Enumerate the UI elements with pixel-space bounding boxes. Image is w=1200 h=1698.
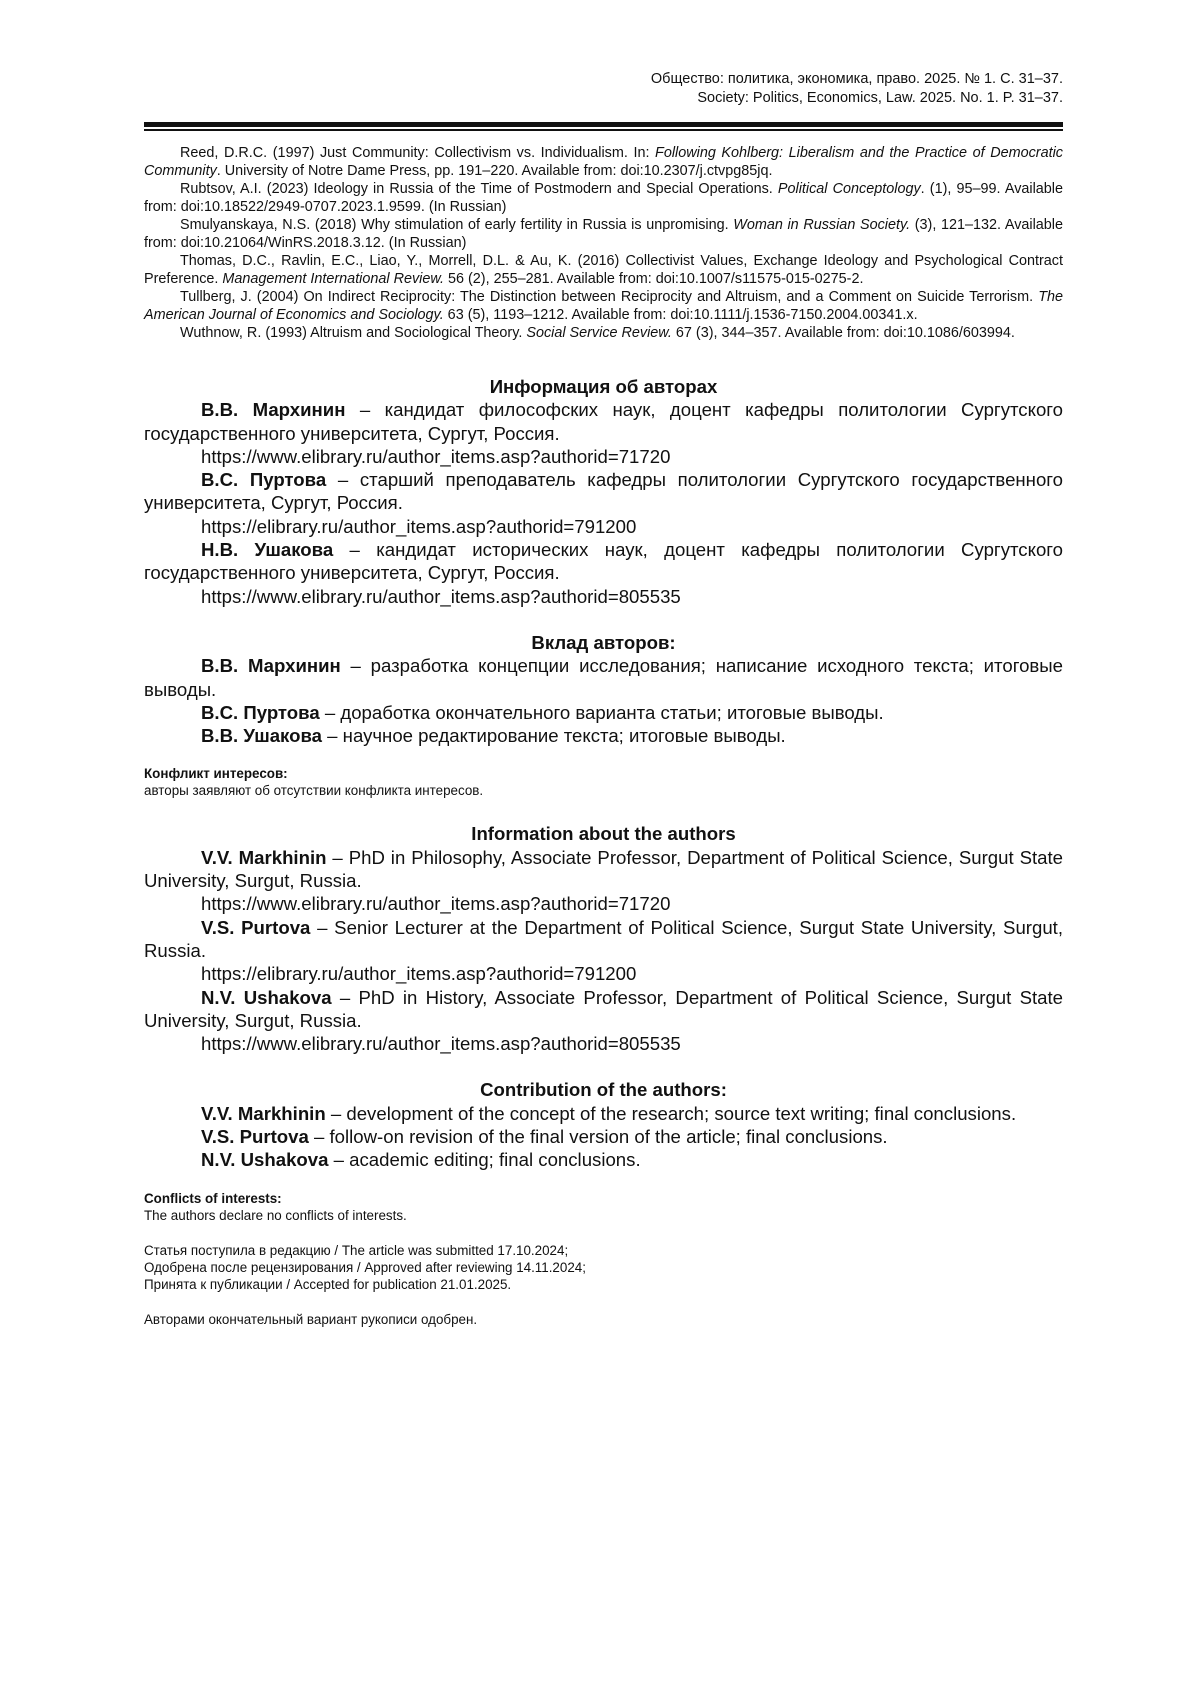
running-header-ru: Общество: политика, экономика, право. 2025. № 1. С. 31–37. [650,71,1063,87]
author-profile-link[interactable]: https://www.elibrary.ru/author_items.asp?authorid=805535 [201,1033,681,1055]
date-accepted: Принята к публикации / Accepted for publication 21.01.2025. [144,1276,512,1292]
conflict-en-section [144,1190,1063,1224]
conflict-title: Конфликт интересов: [144,766,288,782]
contribution-entry: В.В. Ушакова – научное редактирование текста; итоговые выводы. [201,725,786,747]
author-name: В.В. Ушакова [201,725,322,747]
final-approval-note: Авторами окончательный вариант рукописи одобрен. [144,1311,478,1327]
running-header-en: Society: Politics, Economics, Law. 2025. No. 1. P. 31–37. [697,90,1063,106]
article-dates [144,1242,1063,1293]
contribution-en-section [144,1078,1063,1171]
conflict-title: Conflicts of interests: [144,1190,282,1206]
author-entry: Н.В. Ушакова – кандидат исторических наук, доцент кафедры политологии Сургутского государственного университета, Сургут, Россия. [144,539,1063,584]
contribution-entry: V.V. Markhinin – development of the concept of the research; source text writing; final conclusions. [201,1102,1017,1124]
contribution-ru-section [144,631,1063,747]
reference-item: Tullberg, J. (2004) On Indirect Reciprocity: The Distinction between Reciprocity and Altruism, and a Comment on Suicide Terrorism. The American Journal of Economics and Sociology. 63 (5), 1193–1212. Available from: doi:10.1111/j.1536-7150.2004.00341.x. [144,289,1063,323]
reference-list [144,144,1063,342]
reference-item: Wuthnow, R. (1993) Altruism and Sociological Theory. Social Service Review. 67 (3), 344–357. Available from: doi:10.1086/603994. [180,325,1015,341]
header-rule-thick [144,122,1063,127]
contribution-entry: В.В. Мархинин – разработка концепции исследования; написание исходного текста; итоговые выводы. [144,655,1064,700]
contribution-entry: V.S. Purtova – follow-on revision of the final version of the article; final conclusions. [201,1126,888,1148]
author-name: В.В. Мархинин [201,655,341,677]
authors-en-section [144,822,1063,1055]
spacer [144,1172,1063,1190]
conflict-text: The authors declare no conflicts of interests. [144,1207,407,1223]
reference-item: Rubtsov, A.I. (2023) Ideology in Russia of the Time of Postmodern and Special Operations. Political Conceptology. (1), 95–99. Available from: doi:10.18522/2949-0707.2023.1.9599. (In Russian) [144,181,1063,215]
spacer [144,608,1063,631]
date-submitted: Статья поступила в редакцию / The article was submitted 17.10.2024; [144,1242,569,1258]
contribution-entry: N.V. Ushakova – academic editing; final conclusions. [201,1149,641,1171]
conflict-ru-section [144,765,1063,799]
author-name: В.В. Мархинин [201,399,346,421]
author-name: Н.В. Ушакова [201,539,334,561]
section-title: Вклад авторов: [531,631,676,653]
section-title: Information about the authors [471,823,736,845]
reference-item: Reed, D.R.C. (1997) Just Community: Collectivism vs. Individualism. In: Following Kohlberg: Liberalism and the Practice of Democratic Community. University of Notre Dame Press, pp. 191–220. Available from: doi:10.2307/j.ctvpg85jq. [144,145,1063,179]
author-profile-link[interactable]: https://www.elibrary.ru/author_items.asp?authorid=805535 [201,585,681,607]
author-name: V.S. Purtova [201,916,311,938]
author-name: V.V. Markhinin [201,846,327,868]
authors-ru-section [144,375,1063,608]
section-title: Contribution of the authors: [480,1079,727,1101]
author-profile-link[interactable]: https://www.elibrary.ru/author_items.asp?authorid=71720 [201,445,671,467]
author-name: В.С. Пуртова [201,469,327,491]
section-title: Информация об авторах [489,376,718,397]
contribution-entry: В.С. Пуртова – доработка окончательного варианта статьи; итоговые выводы. [201,701,884,723]
author-profile-link[interactable]: https://elibrary.ru/author_items.asp?authorid=791200 [201,963,637,985]
reference-item: Smulyanskaya, N.S. (2018) Why stimulation of early fertility in Russia is unpromising. Woman in Russian Society. (3), 121–132. Available from: doi:10.21064/WinRS.2018.3.12. (In Russian) [144,217,1063,251]
author-entry: N.V. Ushakova – PhD in History, Associate Professor, Department of Political Science, Surgut State University, Surgut, Russia. [144,986,1063,1031]
author-name: V.S. Purtova [201,1126,309,1148]
date-approved: Одобрена после рецензирования / Approved after reviewing 14.11.2024; [144,1259,586,1275]
spacer [144,1293,1063,1311]
author-entry: V.V. Markhinin – PhD in Philosophy, Associate Professor, Department of Political Science, Surgut State University, Surgut, Russia. [144,846,1063,892]
main-content [144,375,1063,1328]
conflict-text: авторы заявляют об отсутствии конфликта интересов. [144,783,484,799]
spacer [144,799,1063,822]
spacer [144,747,1063,765]
reference-item: Thomas, D.C., Ravlin, E.C., Liao, Y., Morrell, D.L. & Au, K. (2016) Collectivist Values, Exchange Ideology and Psychological Contract Preference. Management International Review. 56 (2), 255–281. Available from: doi:10.1007/s11575-015-0275-2. [144,253,1063,287]
spacer [144,1224,1063,1242]
author-entry: V.S. Purtova – Senior Lecturer at the Department of Political Science, Surgut State University, Surgut, Russia. [144,916,1064,961]
header-rule-thin [144,129,1063,131]
running-header [144,70,1063,108]
author-name: N.V. Ushakova [201,1149,329,1171]
spacer [144,1055,1063,1078]
author-entry: В.В. Мархинин – кандидат философских наук, доцент кафедры политологии Сургутского государственного университета, Сургут, Россия. [144,399,1063,444]
author-name: N.V. Ushakova [201,986,332,1008]
author-name: В.С. Пуртова [201,701,320,723]
author-profile-link[interactable]: https://www.elibrary.ru/author_items.asp?authorid=71720 [201,893,671,915]
author-profile-link[interactable]: https://elibrary.ru/author_items.asp?authorid=791200 [201,515,637,537]
author-entry: В.С. Пуртова – старший преподаватель кафедры политологии Сургутского государственного университета, Сургут, Россия. [144,469,1064,514]
author-name: V.V. Markhinin [201,1102,326,1124]
